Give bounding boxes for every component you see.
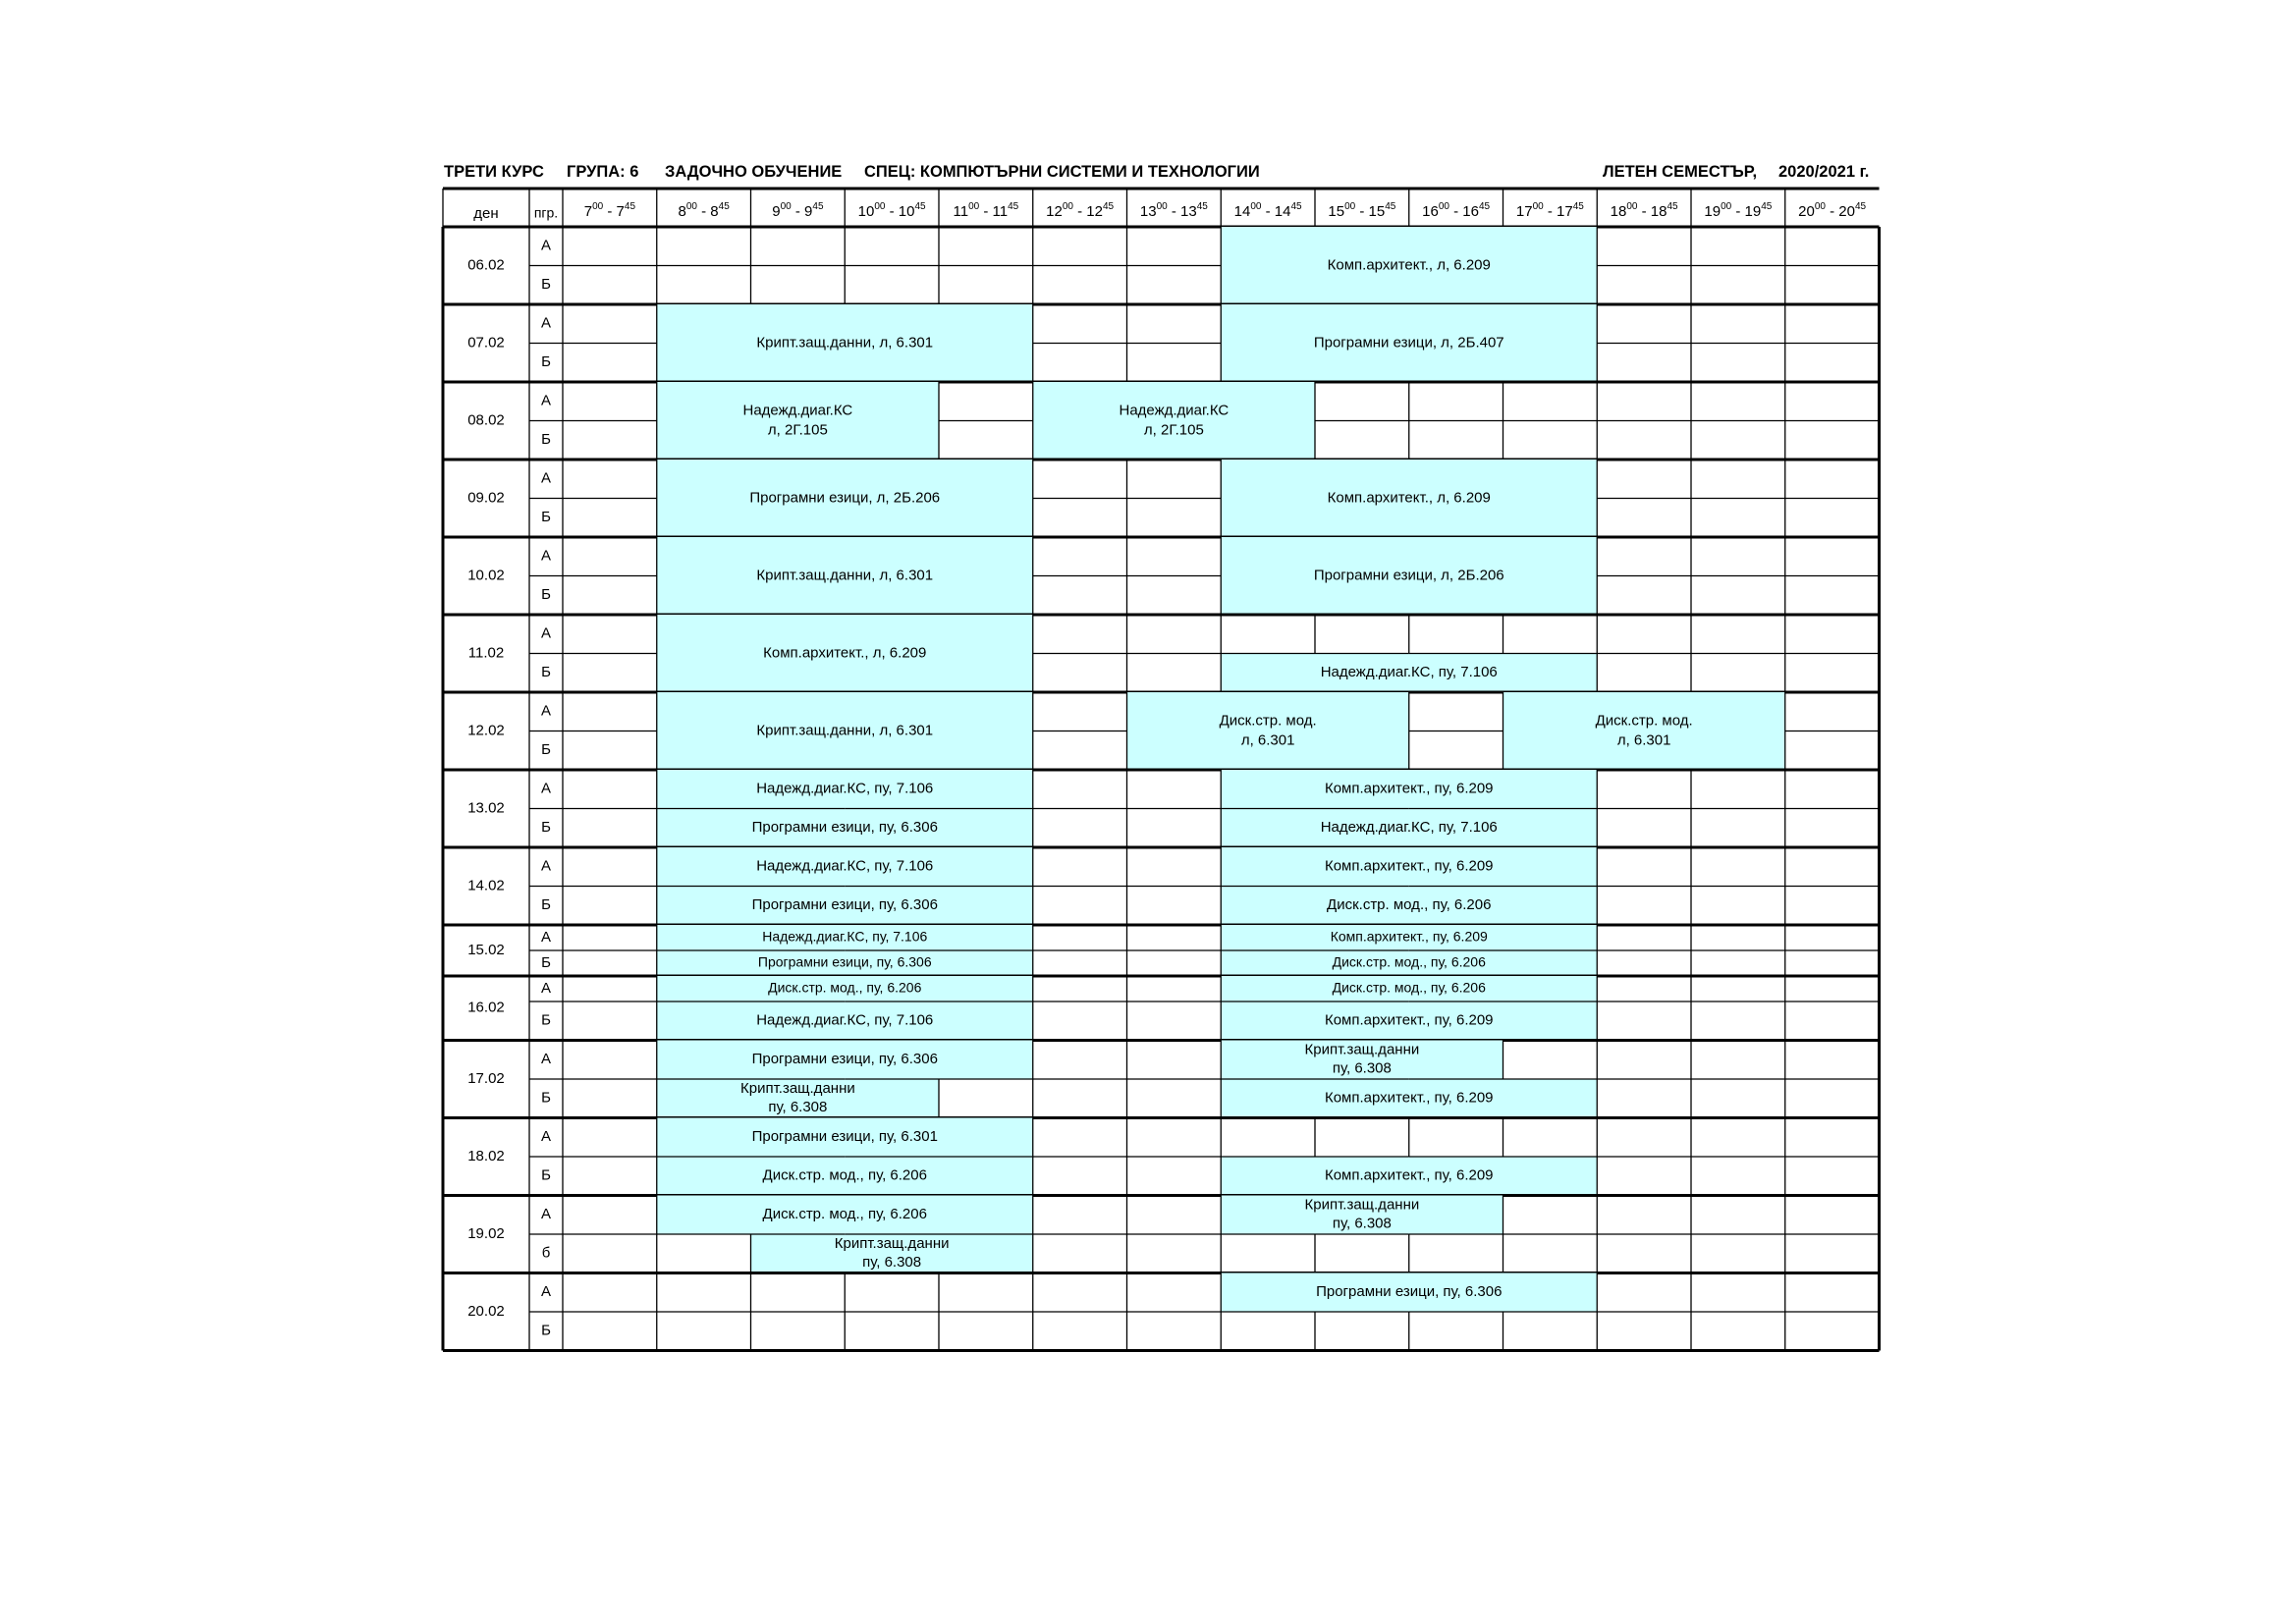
- subgroup-label: Б: [541, 741, 551, 759]
- subgroup-label: Б: [541, 1089, 551, 1107]
- lesson-text: Програмни езици, пу, 6.306: [751, 1051, 938, 1068]
- subgroup-label: Б: [541, 953, 551, 971]
- subgroup-label: А: [540, 469, 552, 487]
- lesson-title: Крипт.защ.данни: [1304, 1041, 1420, 1058]
- study-mode-label: ЗАДОЧНО ОБУЧЕНИЕ: [665, 163, 843, 181]
- time-slot-header: $7^{00} - 7^{45}$: [583, 201, 636, 220]
- lesson-text: Програмни езици, л, 2Б.407: [1313, 334, 1504, 352]
- subgroup-label: Б: [541, 431, 551, 449]
- day-date-label: 08.02: [467, 411, 505, 429]
- time-slot-header: $20^{00} - 20^{45}$: [1798, 201, 1867, 220]
- lesson-title: Надежд.диаг.КС: [1119, 402, 1230, 419]
- time-slot-header: $11^{00} - 11^{45}$: [953, 201, 1019, 220]
- day-date-label: 17.02: [467, 1069, 505, 1087]
- lesson-text: Диск.стр. мод., пу, 6.206: [1327, 896, 1492, 914]
- day-date-label: 19.02: [467, 1224, 505, 1242]
- subgroup-label: А: [540, 780, 552, 797]
- subgroup-label: Б: [541, 276, 551, 294]
- time-slot-header: $10^{00} - 10^{45}$: [857, 201, 926, 220]
- time-slot-header: $16^{00} - 16^{45}$: [1422, 201, 1491, 220]
- day-date-label: 06.02: [467, 256, 505, 274]
- subgroup-label: Б: [541, 509, 551, 526]
- subgroup-label: Б: [541, 896, 551, 914]
- day-date-label: 15.02: [467, 941, 505, 958]
- lesson-title: Надежд.диаг.КС: [742, 402, 853, 419]
- lesson-text: Надежд.диаг.КС, пу, 7.106: [756, 1011, 934, 1029]
- lesson-text: Комп.архитект., пу, 6.209: [1324, 857, 1494, 875]
- subgroup-label: А: [540, 857, 552, 875]
- lesson-text: Диск.стр. мод., пу, 6.206: [1332, 979, 1486, 996]
- group-label: ГРУПА: 6: [567, 163, 639, 181]
- day-date-label: 20.02: [467, 1302, 505, 1320]
- subgroup-label: А: [540, 624, 552, 642]
- lesson-text: Комп.архитект., пу, 6.209: [1330, 928, 1488, 945]
- lesson-room: л, 6.301: [1616, 731, 1671, 749]
- course-label: ТРЕТИ КУРС: [444, 163, 544, 181]
- day-date-label: 07.02: [467, 334, 505, 352]
- subgroup-label: А: [540, 392, 552, 409]
- time-slot-header: $19^{00} - 19^{45}$: [1704, 201, 1773, 220]
- subgroup-label: Б: [541, 353, 551, 371]
- subgroup-label: А: [540, 547, 552, 565]
- lesson-text: Програмни езици, пу, 6.301: [751, 1128, 938, 1146]
- day-date-label: 09.02: [467, 489, 505, 507]
- lesson-room: пу, 6.308: [768, 1099, 828, 1116]
- day-date-label: 11.02: [467, 644, 505, 662]
- lesson-title: Крипт.защ.данни: [1304, 1196, 1420, 1214]
- time-slot-header: $15^{00} - 15^{45}$: [1328, 201, 1396, 220]
- lesson-title: Диск.стр. мод.: [1595, 712, 1693, 730]
- lesson-text: Програмни езици, пу, 6.306: [751, 819, 938, 837]
- lesson-text: Комп.архитект., л, 6.209: [1327, 489, 1491, 507]
- lesson-title: Диск.стр. мод.: [1219, 712, 1317, 730]
- subgroup-label: Б: [541, 1011, 551, 1029]
- lesson-text: Комп.архитект., пу, 6.209: [1324, 780, 1494, 797]
- subgroup-label: А: [540, 928, 552, 946]
- subgroup-label: А: [540, 314, 552, 332]
- day-date-label: 16.02: [467, 999, 505, 1016]
- lesson-text: Комп.архитект., пу, 6.209: [1324, 1011, 1494, 1029]
- lesson-text: Надежд.диаг.КС, пу, 7.106: [756, 780, 934, 797]
- lesson-text: Програмни езици, л, 2Б.206: [749, 489, 941, 507]
- specialty-label: СПЕЦ: КОМПЮТЪРНИ СИСТЕМИ И ТЕХНОЛОГИИ: [864, 163, 1260, 181]
- lesson-room: л, 6.301: [1240, 731, 1295, 749]
- subgroup-label: Б: [541, 664, 551, 681]
- subgroup-label: А: [540, 1283, 552, 1301]
- lesson-room: пу, 6.308: [862, 1254, 922, 1272]
- time-slot-header: $18^{00} - 18^{45}$: [1610, 201, 1678, 220]
- lesson-title: Крипт.защ.данни: [740, 1080, 855, 1098]
- subgroup-label: А: [540, 1051, 552, 1068]
- day-date-label: 18.02: [467, 1147, 505, 1164]
- lesson-text: Надежд.диаг.КС, пу, 7.106: [1320, 664, 1498, 681]
- subgroup-label: Б: [541, 1322, 551, 1339]
- lesson-room: пу, 6.308: [1332, 1215, 1392, 1232]
- lesson-text: Програмни езици, пу, 6.306: [751, 896, 938, 914]
- lesson-text: Диск.стр. мод., пу, 6.206: [762, 1206, 927, 1223]
- subgroup-label: Б: [541, 586, 551, 604]
- subgroup-label: А: [540, 237, 552, 254]
- subgroup-label: б: [541, 1244, 551, 1262]
- lesson-text: Диск.стр. мод., пу, 6.206: [768, 979, 922, 996]
- time-slot-header: $8^{00} - 8^{45}$: [678, 201, 730, 220]
- lesson-room: пу, 6.308: [1332, 1059, 1392, 1077]
- lesson-text: Комп.архитект., пу, 6.209: [1324, 1166, 1494, 1184]
- lesson-text: Комп.архитект., л, 6.209: [763, 644, 927, 662]
- lesson-text: Диск.стр. мод., пу, 6.206: [762, 1166, 927, 1184]
- subgroup-label: А: [540, 1128, 552, 1146]
- day-date-label: 12.02: [467, 722, 505, 739]
- lesson-room: л, 2Г.105: [767, 421, 828, 439]
- subgroup-label: Б: [541, 819, 551, 837]
- time-slot-header: $9^{00} - 9^{45}$: [772, 201, 824, 220]
- time-slot-header: $17^{00} - 17^{45}$: [1515, 201, 1584, 220]
- day-column-header: ден: [473, 204, 499, 222]
- lesson-text: Крипт.защ.данни, л, 6.301: [756, 567, 934, 584]
- lesson-text: Програмни езици, пу, 6.306: [757, 953, 932, 970]
- lesson-text: Комп.архитект., л, 6.209: [1327, 256, 1491, 274]
- lesson-room: л, 2Г.105: [1143, 421, 1204, 439]
- time-slot-header: $12^{00} - 12^{45}$: [1046, 201, 1115, 220]
- day-date-label: 14.02: [467, 877, 505, 894]
- lesson-title: Крипт.защ.данни: [834, 1235, 950, 1253]
- academic-year-label: 2020/2021 г.: [1778, 163, 1870, 181]
- lesson-text: Надежд.диаг.КС, пу, 7.106: [756, 857, 934, 875]
- subgroup-label: А: [540, 1206, 552, 1223]
- time-slot-header: $14^{00} - 14^{45}$: [1233, 201, 1302, 220]
- semester-label: ЛЕТЕН СЕМЕСТЪР,: [1603, 163, 1758, 181]
- lesson-text: Диск.стр. мод., пу, 6.206: [1332, 953, 1486, 970]
- subgroup-column-header: пгр.: [533, 204, 559, 221]
- lesson-text: Програмни езици, пу, 6.306: [1316, 1283, 1503, 1301]
- lesson-text: Програмни езици, л, 2Б.206: [1313, 567, 1504, 584]
- lesson-text: Надежд.диаг.КС, пу, 7.106: [1320, 819, 1498, 837]
- day-date-label: 10.02: [467, 567, 505, 584]
- subgroup-label: А: [540, 979, 552, 997]
- day-date-label: 13.02: [467, 799, 505, 817]
- lesson-text: Надежд.диаг.КС, пу, 7.106: [762, 928, 928, 945]
- lesson-text: Крипт.защ.данни, л, 6.301: [756, 334, 934, 352]
- time-slot-header: $13^{00} - 13^{45}$: [1139, 201, 1208, 220]
- lesson-text: Комп.архитект., пу, 6.209: [1324, 1089, 1494, 1107]
- lesson-text: Крипт.защ.данни, л, 6.301: [756, 722, 934, 739]
- subgroup-label: А: [540, 702, 552, 720]
- subgroup-label: Б: [541, 1166, 551, 1184]
